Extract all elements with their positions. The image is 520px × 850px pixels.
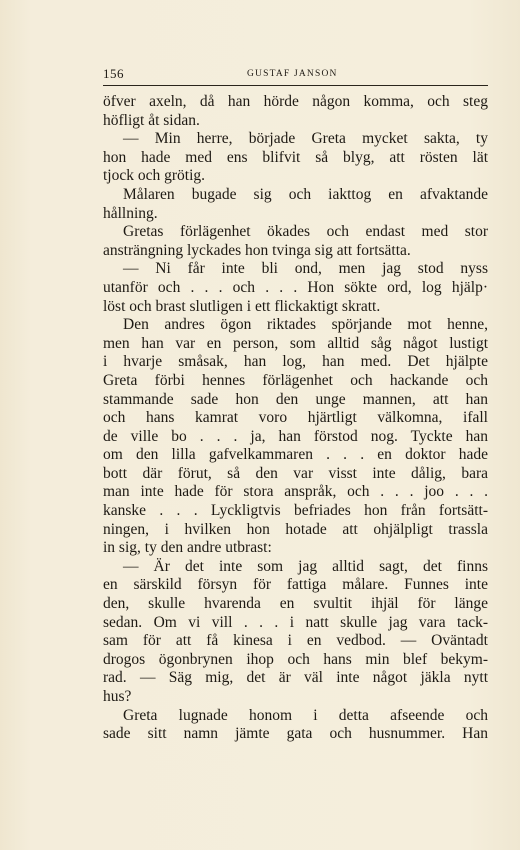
text-line: drogos ögonbrynen ihop och hans min blef bekym- — [103, 650, 488, 668]
text-line: men han var en person, som alltid såg något lustigt — [103, 334, 488, 352]
text-line: — Min herre, började Greta mycket sakta, ty — [123, 130, 488, 148]
text-line: hus? — [103, 688, 132, 705]
text-line: kanske . . . Lyckligtvis befriades hon från fortsätt- — [103, 502, 488, 520]
text-line: in sig, ty den andre utbrast: — [103, 539, 272, 557]
text-line: tjock och grötig. — [103, 167, 206, 185]
text-line: löst och brast slutligen i ett flickaktigt skratt. — [103, 297, 381, 315]
text-line: höfligt åt sidan. — [103, 111, 200, 129]
text-line: öfver axeln, då han hörde någon komma, och steg — [103, 93, 488, 110]
text-line: hållning. — [103, 204, 158, 222]
text-line: i hvarje småsak, han log, han med. Det hjälpte — [103, 353, 488, 371]
text-line: rad. — Säg mig, det är väl inte något jäkla nytt — [103, 669, 488, 687]
text-line: stammande sade hon den unge mannen, att han — [103, 390, 488, 408]
text-line: Målaren bugade sig och iakttog en afvaktande — [123, 185, 488, 203]
text-line: ansträngning lyckades hon tvinga sig att fortsätta. — [103, 241, 411, 259]
text-line: — Är det inte som jag alltid sagt, det finns — [123, 557, 488, 575]
text-line: Gretas förlägenhet ökades och endast med stor — [123, 223, 488, 241]
text-line: om den lilla gafvelkammaren . . . en doktor hade — [103, 446, 488, 464]
text-line: och hans kamrat voro hjärtligt välkomna, ifall — [103, 409, 488, 427]
header-rule — [103, 85, 488, 86]
text-line: Greta förbi hennes förlägenhet och hackande och — [103, 371, 488, 389]
text-line: — Ni får inte bli ond, men jag stod nyss — [123, 260, 488, 278]
page-number: 156 — [103, 66, 124, 81]
text-line: de ville bo . . . ja, han förstod nog. Tyckte han — [103, 427, 488, 445]
text-line: sade sitt namn jämte gata och husnummer. Han — [103, 725, 488, 743]
text-line: man inte hade för stora anspråk, och . . . joo . . . — [103, 483, 488, 501]
text-line: hon hade med ens blifvit så blyg, att rösten lät — [103, 148, 488, 166]
running-title: GUSTAF JANSON — [247, 69, 338, 79]
text-line: en särskild försyn för fattiga målare. Funnes inte — [103, 576, 488, 594]
text-line: sam för att få kinesa i en vedbod. — Oväntadt — [103, 632, 488, 650]
text-line: den, skulle hvarenda en svultit ihjäl för länge — [103, 595, 488, 613]
text-line: utanför och . . . och . . . Hon sökte ord, log hjälp· — [103, 278, 488, 296]
text-line: Greta lugnade honom i detta afseende och — [123, 706, 488, 724]
text-line: Den andres ögon riktades spörjande mot henne, — [123, 316, 488, 334]
text-line: ningen, i hvilken hon hotade att ohjälpligt trassla — [103, 520, 488, 538]
text-line: bott där förut, så den var visst inte dålig, bara — [103, 464, 488, 482]
text-line: sedan. Om vi vill . . . i natt skulle jag vara tack- — [103, 613, 488, 631]
running-head — [103, 66, 488, 86]
body-text — [103, 93, 488, 744]
